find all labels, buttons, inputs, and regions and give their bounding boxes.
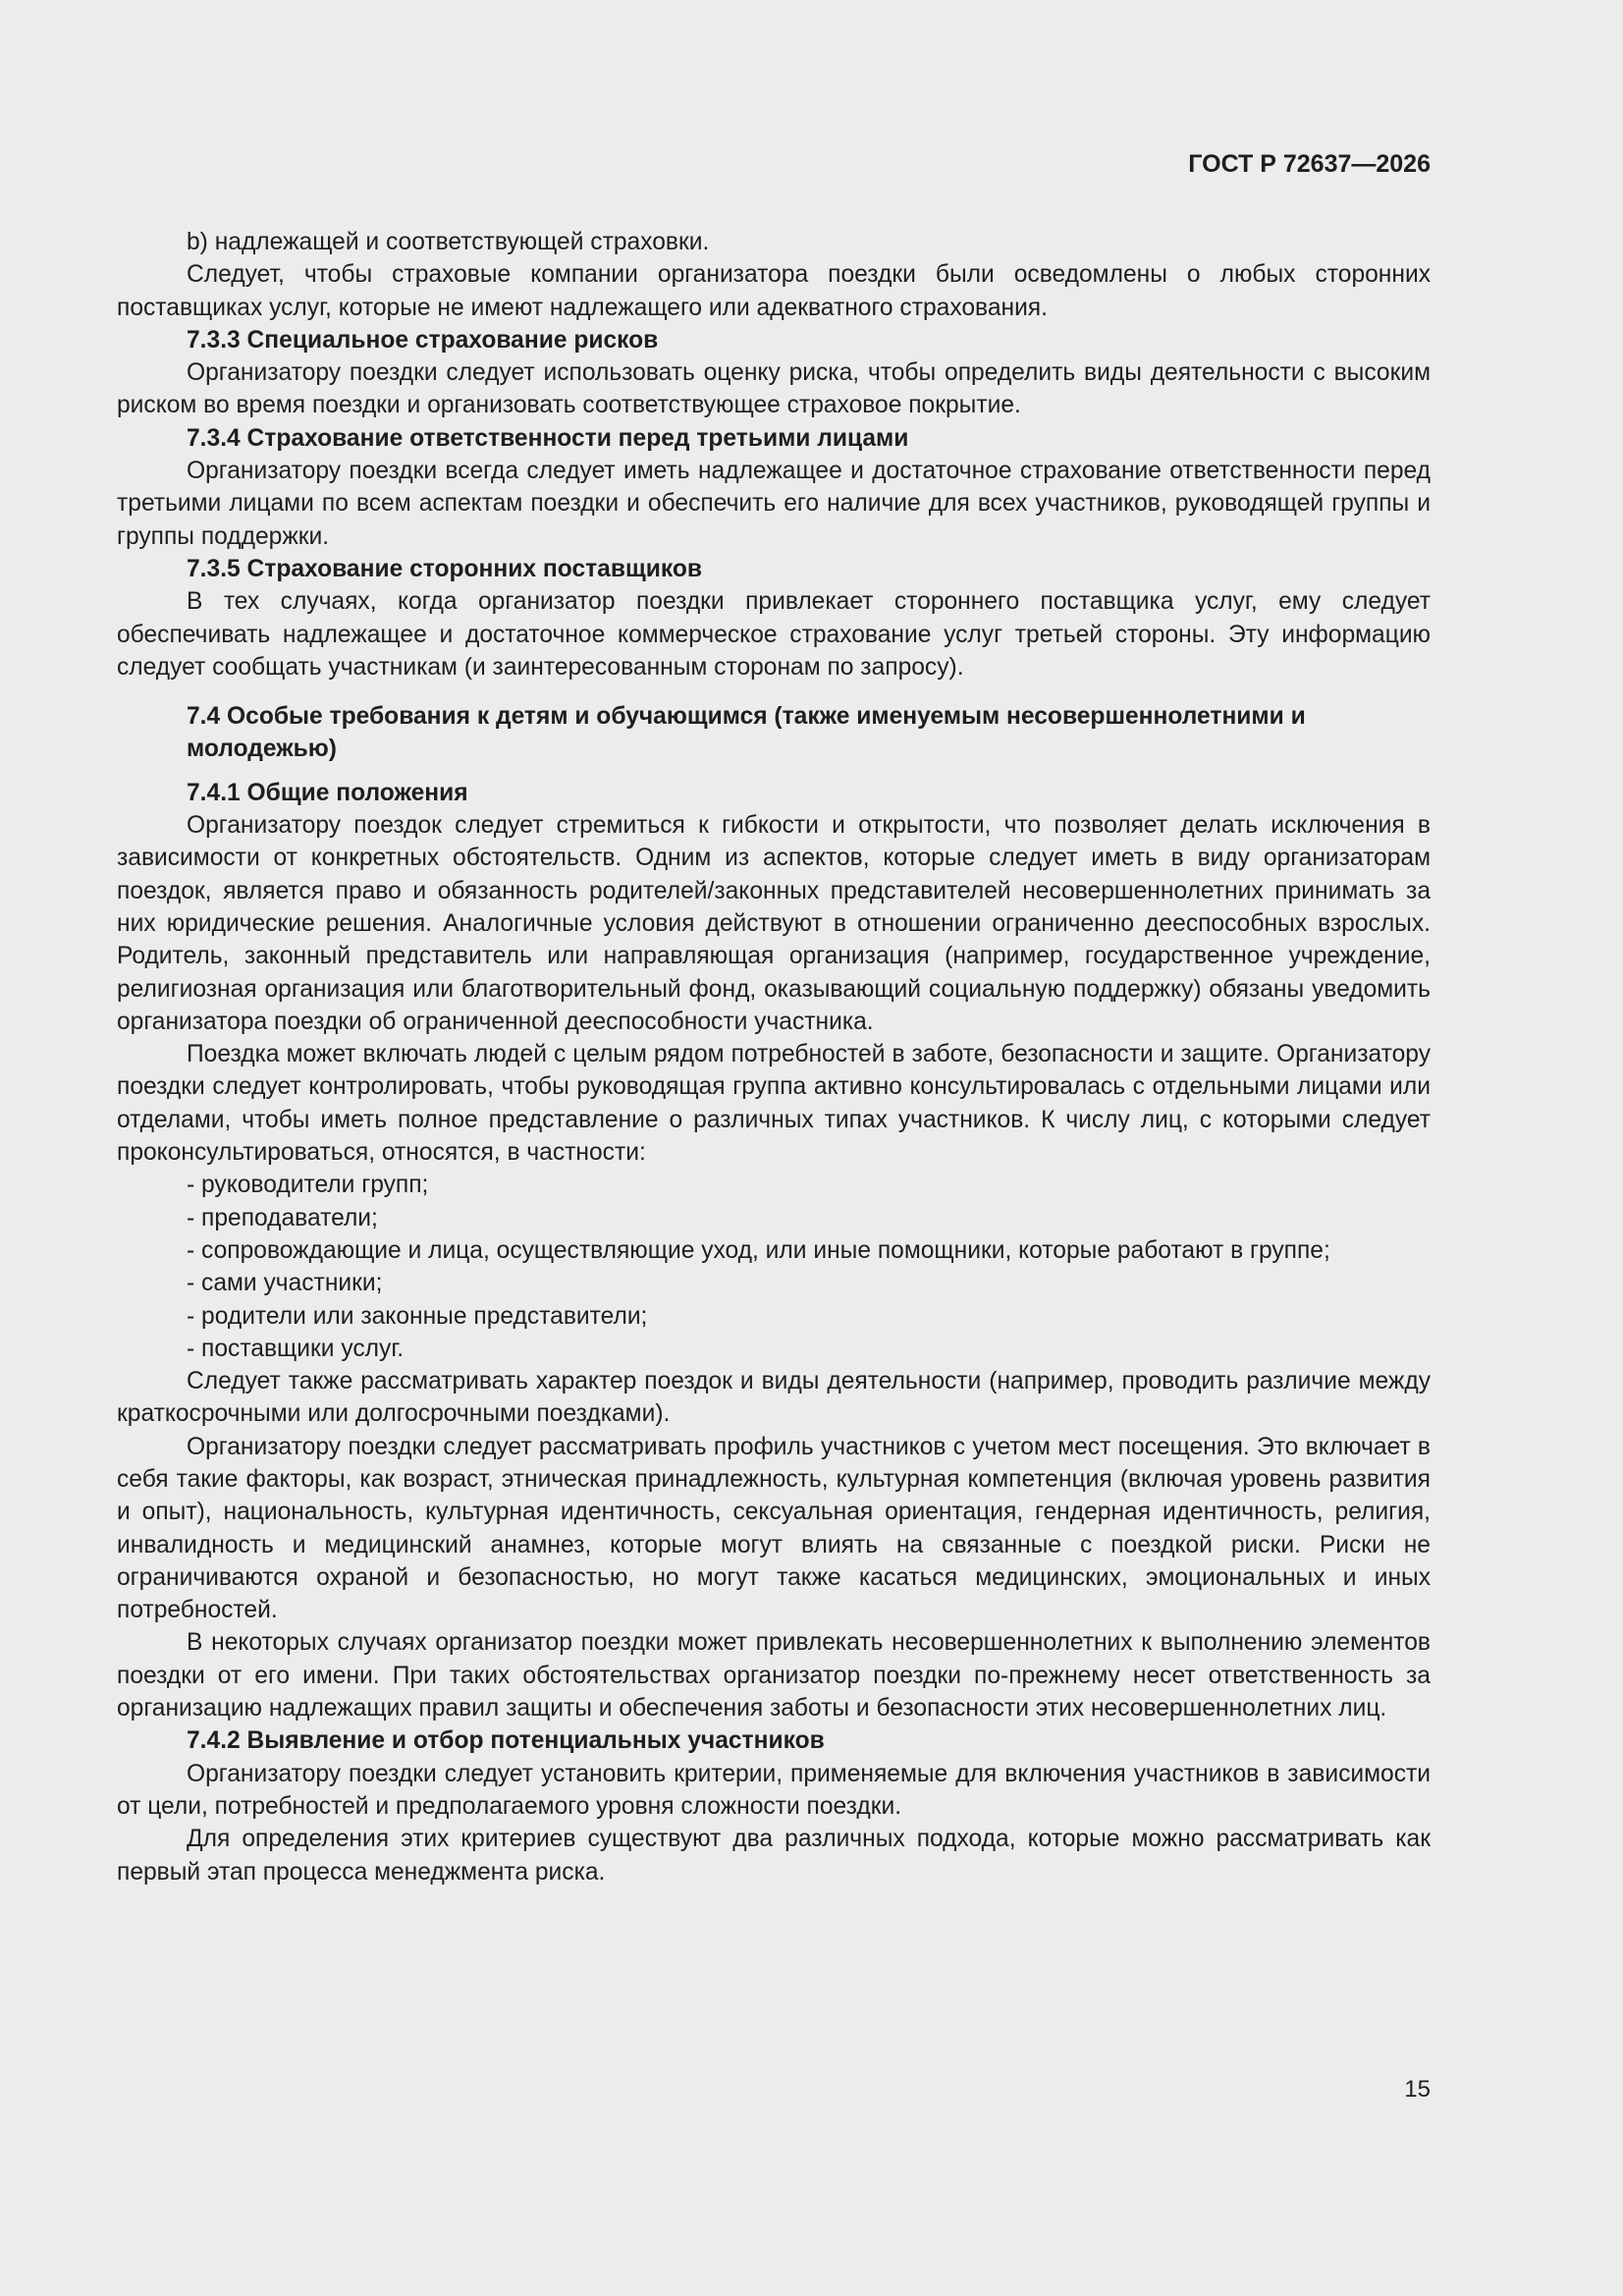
- list-item: - преподаватели;: [187, 1204, 378, 1231]
- paragraph: Следует также рассматривать характер поездок и виды деятельности (например, проводить различие между краткосрочными или долгосрочными поездками).: [117, 1368, 1431, 1428]
- paragraph: Организатору поездки следует установить критерии, применяемые для включения участников в зависимости от цели, потребностей и предполагаемого уровня сложности поездки.: [117, 1760, 1431, 1820]
- list-item: - сопровождающие и лица, осуществляющие уход, или иные помощники, которые работают в группе;: [187, 1236, 1330, 1264]
- list-item: - сами участники;: [187, 1270, 383, 1297]
- list-item-b: b) надлежащей и соответствующей страховки.: [187, 229, 710, 255]
- paragraph: Для определения этих критериев существуют два различных подхода, которые можно рассматривать как первый этап процесса менеджмента риска.: [117, 1826, 1431, 1886]
- paragraph: В тех случаях, когда организатор поездки привлекает стороннего поставщика услуг, ему следует обеспечивать надлежащее и достаточное коммерческое страхование услуг третьей стороны. Эту информацию следует сообщать участникам (и заинтересованным сторонам по запросу).: [117, 588, 1431, 681]
- section-heading-7-4-2: 7.4.2 Выявление и отбор потенциальных участников: [187, 1727, 825, 1755]
- page-number: 15: [1404, 2076, 1431, 2103]
- section-heading-7-3-3: 7.3.3 Специальное страхование рисков: [187, 326, 659, 354]
- section-heading-7-4: 7.4 Особые требования к детям и обучающимся (также именуемым несовершеннолетними и молодежью): [187, 703, 1306, 763]
- paragraph: В некоторых случаях организатор поездки может привлекать несовершеннолетних к выполнению элементов поездки от его имени. При таких обстоятельствах организатор поездки по-прежнему несет ответственность за организацию надлежащих правил защиты и обеспечения заботы и безопасности этих несовершеннолетних лиц.: [117, 1629, 1431, 1722]
- section-heading-7-3-5: 7.3.5 Страхование сторонних поставщиков: [187, 555, 702, 582]
- section-heading-7-4-1: 7.4.1 Общие положения: [187, 779, 468, 806]
- paragraph: Организатору поездки следует использовать оценку риска, чтобы определить виды деятельности с высоким риском во время поездки и организовать соответствующее страховое покрытие.: [117, 359, 1431, 419]
- list-item: - руководители групп;: [187, 1172, 429, 1199]
- paragraph: Следует, чтобы страховые компании организатора поездки были осведомлены о любых сторонних поставщиках услуг, которые не имеют надлежащего или адекватного страхования.: [117, 261, 1431, 321]
- list-item: - родители или законные представители;: [187, 1302, 648, 1330]
- section-heading-7-3-4: 7.3.4 Страхование ответственности перед третьими лицами: [187, 424, 909, 452]
- paragraph: Поездка может включать людей с целым рядом потребностей в заботе, безопасности и защите. Организатору поездки следует контролировать, чтобы руководящая группа активно консультировалась с отдельными лицами или отделами, чтобы иметь полное представление о различных типах участников. К числу лиц, с которыми следует проконсультироваться, относятся, в частности:: [117, 1041, 1431, 1167]
- paragraph: Организатору поездки следует рассматривать профиль участников с учетом мест посещения. Это включает в себя такие факторы, как возраст, этническая принадлежность, культурная компетенция (включая уровень развития и опыт), национальность, культурная идентичность, сексуальная ориентация, гендерная идентичность, религия, инвалидность и медицинский анамнез, которые могут влиять на связанные с поездкой риски. Риски не ограничиваются охраной и безопасностью, но могут также касаться медицинских, эмоциональных и иных потребностей.: [117, 1433, 1431, 1624]
- list-item: - поставщики услуг.: [187, 1335, 405, 1362]
- document-code-header: ГОСТ Р 72637—2026: [1188, 150, 1431, 178]
- paragraph: Организатору поездок следует стремиться к гибкости и открытости, что позволяет делать исключения в зависимости от конкретных обстоятельств. Одним из аспектов, которые следует иметь в виду организаторам поездок, является право и обязанность родителей/законных представителей несовершеннолетних принимать за них юридические решения. Аналогичные условия действуют в отношении ограниченно дееспособных взрослых. Родитель, законный представитель или направляющая организация (например, государственное учреждение, религиозная организация или благотворительный фонд, оказывающий социальную поддержку) обязаны уведомить организатора поездки об ограниченной дееспособности участника.: [117, 812, 1431, 1035]
- document-body: [117, 226, 1431, 1888]
- paragraph: Организатору поездки всегда следует иметь надлежащее и достаточное страхование ответственности перед третьими лицами по всем аспектам поездки и обеспечить его наличие для всех участников, руководящей группы и группы поддержки.: [117, 458, 1431, 550]
